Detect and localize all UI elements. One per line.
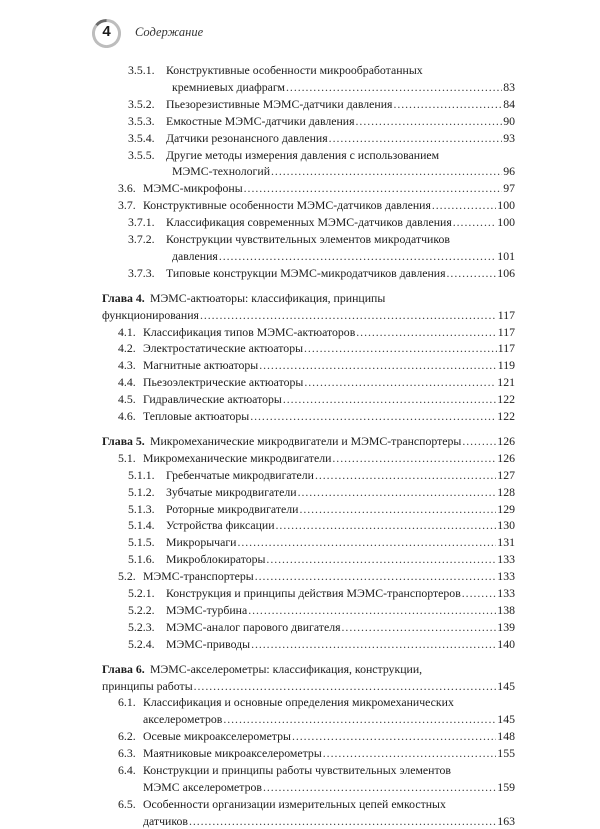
toc-entry-number: 6.2. <box>118 729 136 744</box>
toc-page-number: 155 <box>497 746 515 761</box>
toc-row[interactable] <box>0 796 600 812</box>
toc-entry-title: Особенности организации измерительных цепей емкостных <box>143 796 446 811</box>
dot-leader <box>263 779 496 795</box>
toc-entry-number: 5.1. <box>118 450 136 465</box>
toc-entry-number: 5.1.5. <box>128 535 155 550</box>
running-title: Содержание <box>135 25 204 39</box>
toc-entry-number: 3.5.5. <box>128 147 155 162</box>
toc-entry-number: 3.5.3. <box>128 113 155 128</box>
toc-row[interactable] <box>0 130 600 146</box>
dot-leader <box>315 467 496 483</box>
toc-page-number: 126 <box>497 450 515 465</box>
toc-row[interactable] <box>0 551 600 567</box>
toc-row[interactable] <box>0 813 600 829</box>
toc-page-number: 163 <box>497 813 515 828</box>
toc-entry-title: Классификация типов МЭМС-актюаторов <box>143 324 356 339</box>
toc-entry-number: 5.2.2. <box>128 602 155 617</box>
toc-row[interactable] <box>0 96 600 112</box>
toc-entry-number: 3.7. <box>118 198 136 213</box>
toc-page-number: 122 <box>497 392 515 407</box>
toc-page-number: 128 <box>497 484 515 499</box>
toc-entry-title: МЭМС-акселерометры: классификация, конструкции, <box>150 661 423 676</box>
toc-row[interactable] <box>0 147 600 163</box>
toc-page-number: 100 <box>497 215 515 230</box>
dot-leader <box>342 619 497 635</box>
page-header <box>92 16 552 56</box>
toc-entry-title: функционирования <box>102 307 199 322</box>
toc-entry-number: 3.5.4. <box>128 130 155 145</box>
toc-row[interactable] <box>0 197 600 213</box>
dot-leader <box>356 113 503 129</box>
toc-entry-number: 6.3. <box>118 746 136 761</box>
toc-page-number: 127 <box>497 467 515 482</box>
toc-entry-title: Микромеханические микродвигатели и МЭМС-транспортеры <box>150 433 462 448</box>
toc-entry-number: 6.4. <box>118 763 136 777</box>
toc-row[interactable] <box>0 357 600 373</box>
toc-page-number: 126 <box>497 433 515 448</box>
dot-leader <box>266 551 496 567</box>
toc-row[interactable] <box>0 779 600 795</box>
toc-page-number: 119 <box>497 358 515 373</box>
toc-entry-title: МЭМС-турбина <box>166 602 248 617</box>
toc-page-number: 96 <box>503 164 515 179</box>
toc-entry-number: 4.5. <box>118 392 136 407</box>
toc-entry-title: давления <box>172 248 218 263</box>
toc-entry-title: Датчики резонансного давления <box>166 130 328 145</box>
dot-leader <box>251 636 496 652</box>
dot-leader <box>298 484 497 500</box>
toc-entry-number: 5.1.1. <box>128 467 155 482</box>
toc-page-number: 148 <box>497 729 515 744</box>
toc-entry-number: 5.1.6. <box>128 552 155 567</box>
toc-entry-title: датчиков <box>143 813 188 828</box>
toc-entry-title: Осевые микроакселерометры <box>143 729 291 744</box>
dot-leader <box>194 678 497 694</box>
toc-page-number: 100 <box>497 198 515 213</box>
toc-page-number: 131 <box>497 535 515 550</box>
toc-entry-title: Другие методы измерения давления с использованием <box>166 147 440 162</box>
dot-leader <box>329 130 503 146</box>
toc-page-number: 145 <box>497 712 515 727</box>
toc-entry-title: Типовые конструкции МЭМС-микродатчиков давления <box>166 265 446 280</box>
toc-entry-number: 4.1. <box>118 324 136 339</box>
toc-entry-number: 3.7.3. <box>128 265 155 280</box>
toc-entry-title: принципы работы <box>102 678 193 693</box>
toc-entry-title: Классификация и основные определения микромеханических <box>143 695 454 710</box>
page-number-badge <box>92 19 121 48</box>
toc-page-number: 97 <box>503 181 515 196</box>
dot-leader <box>286 79 502 95</box>
dot-leader <box>276 517 497 533</box>
toc-row[interactable] <box>0 568 600 584</box>
dot-leader <box>462 585 497 601</box>
toc-row[interactable] <box>0 711 600 727</box>
toc-row[interactable] <box>0 534 600 550</box>
dot-leader <box>462 433 496 449</box>
toc-row[interactable] <box>0 214 600 230</box>
dot-leader <box>432 197 496 213</box>
toc-entry-title: МЭМС акселерометров <box>143 779 262 794</box>
toc-row[interactable] <box>0 113 600 129</box>
toc-entry-number: 3.7.2. <box>128 232 155 246</box>
toc-entry-title: Микроблокираторы <box>166 552 266 567</box>
toc-entry-title: Микрорычаги <box>166 535 237 550</box>
dot-leader <box>259 357 497 373</box>
toc-entry-number: 3.7.1. <box>128 215 155 230</box>
toc-entry-title: МЭМС-актюаторы: классификация, принципы <box>150 290 386 305</box>
toc-row[interactable] <box>0 433 600 449</box>
toc-row[interactable] <box>0 340 600 356</box>
toc-row[interactable] <box>0 602 600 618</box>
toc-entry-number: 5.2.3. <box>128 619 155 634</box>
toc-entry-title: Гидравлические актюаторы <box>143 392 282 407</box>
dot-leader <box>248 602 496 618</box>
toc-entry-title: Магнитные актюаторы <box>143 358 259 373</box>
toc-entry-title: Конструкция и принципы действия МЭМС-транспортеров <box>166 586 461 600</box>
toc-entry-number: 5.2.1. <box>128 586 155 600</box>
toc-entry-title: Пьезоэлектрические актюаторы <box>143 375 304 390</box>
toc-page-number: 90 <box>503 113 515 128</box>
toc-page-number: 130 <box>497 518 515 533</box>
toc-row[interactable] <box>0 678 600 694</box>
toc-entry-title: Конструктивные особенности микрообработанных <box>166 63 423 77</box>
dot-leader <box>255 568 497 584</box>
toc-entry-number: Глава 5. <box>102 433 145 448</box>
toc-page-number: 133 <box>497 586 515 600</box>
dot-leader <box>356 324 496 340</box>
toc-entry-number: 3.5.1. <box>128 63 155 77</box>
toc-entry-number: 5.1.3. <box>128 501 155 516</box>
toc-entry-title: МЭМС-транспортеры <box>143 569 254 584</box>
toc-row[interactable] <box>0 290 600 306</box>
toc-entry-number: 3.5.2. <box>128 96 155 111</box>
toc-entry-number: 4.4. <box>118 375 136 390</box>
toc-page-number: 140 <box>497 636 515 651</box>
toc-entry-title: Электростатические актюаторы <box>143 341 304 356</box>
toc-page-number: 117 <box>497 324 515 339</box>
toc-row[interactable] <box>0 467 600 483</box>
toc-row[interactable] <box>0 661 600 677</box>
toc-row[interactable] <box>0 694 600 710</box>
dot-leader <box>237 534 496 550</box>
toc-row[interactable] <box>0 636 600 652</box>
toc-entry-title: акселерометров <box>143 712 223 727</box>
toc-entry-title: Роторные микродвигатели <box>166 501 299 516</box>
toc-row[interactable] <box>0 163 600 179</box>
dot-leader <box>299 501 496 517</box>
toc-row[interactable] <box>0 484 600 500</box>
toc-page-number: 106 <box>497 265 515 280</box>
toc-row[interactable] <box>0 265 600 281</box>
toc-page-number: 122 <box>497 409 515 423</box>
toc-row[interactable] <box>0 62 600 78</box>
toc-entry-number: 4.3. <box>118 358 136 373</box>
toc-row[interactable] <box>0 79 600 95</box>
toc-entry-title: Микромеханические микродвигатели <box>143 450 332 465</box>
toc-entry-title: Устройства фиксации <box>166 518 275 533</box>
toc-row[interactable] <box>0 307 600 323</box>
toc-entry-title: Маятниковые микроакселерометры <box>143 746 322 761</box>
toc-entry-title: Зубчатые микродвигатели <box>166 484 297 499</box>
toc-entry-number: 5.2. <box>118 569 136 584</box>
dot-leader <box>219 248 496 264</box>
toc-page-number: 83 <box>503 79 515 94</box>
toc-page-number: 84 <box>503 96 515 111</box>
dot-leader <box>323 745 497 761</box>
toc-row[interactable] <box>0 408 600 424</box>
toc-entry-title: МЭМС-приводы <box>166 636 251 651</box>
toc-entry-title: Конструкции и принципы работы чувствительных элементов <box>143 763 451 777</box>
toc-row[interactable] <box>0 745 600 761</box>
toc-row[interactable] <box>0 728 600 744</box>
dot-leader <box>200 307 497 323</box>
toc-entry-title: Классификация современных МЭМС-датчиков давления <box>166 215 452 230</box>
toc-row[interactable] <box>0 501 600 517</box>
toc-entry-number: Глава 4. <box>102 290 145 305</box>
toc-entry-number: Глава 6. <box>102 661 145 676</box>
dot-leader <box>453 214 497 230</box>
toc-row[interactable] <box>0 180 600 196</box>
toc-page-number: 129 <box>497 501 515 516</box>
toc-page-number: 93 <box>503 130 515 145</box>
dot-leader <box>332 450 496 466</box>
dot-leader <box>447 265 497 281</box>
toc-row[interactable] <box>0 762 600 778</box>
toc-entry-number: 4.2. <box>118 341 136 356</box>
dot-leader <box>271 163 502 179</box>
dot-leader <box>292 728 496 744</box>
toc-row[interactable] <box>0 248 600 264</box>
dot-leader <box>189 813 496 829</box>
toc-row[interactable] <box>0 450 600 466</box>
toc-page-number: 138 <box>497 602 515 617</box>
dot-leader <box>393 96 502 112</box>
toc-row[interactable] <box>0 391 600 407</box>
toc-page-number: 145 <box>497 678 515 693</box>
toc-entry-number: 6.5. <box>118 796 136 811</box>
toc-entry-title: МЭМС-технологий <box>172 164 271 179</box>
dot-leader <box>304 340 497 356</box>
toc-entry-title: Емкостные МЭМС-датчики давления <box>166 113 355 128</box>
toc-row[interactable] <box>0 324 600 340</box>
dot-leader <box>250 408 496 424</box>
toc-page-number: 121 <box>497 375 515 390</box>
toc-entry-title: Гребенчатые микродвигатели <box>166 467 314 482</box>
dot-leader <box>223 711 496 727</box>
page-number: 4 <box>102 23 111 40</box>
dot-leader <box>283 391 496 407</box>
toc-row[interactable] <box>0 374 600 390</box>
toc-entry-title: МЭМС-микрофоны <box>143 181 243 196</box>
toc-row[interactable] <box>0 517 600 533</box>
toc-entry-title: Конструкции чувствительных элементов микродатчиков <box>166 232 450 246</box>
toc-entry-title: Пьезорезистивные МЭМС-датчики давления <box>166 96 393 111</box>
toc-row[interactable] <box>0 585 600 601</box>
toc-entry-number: 5.2.4. <box>128 636 155 651</box>
toc-entry-number: 4.6. <box>118 409 136 423</box>
toc-page-number: 117 <box>497 341 515 356</box>
toc-row[interactable] <box>0 619 600 635</box>
toc-page-number: 133 <box>497 552 515 567</box>
toc-entry-number: 6.1. <box>118 695 136 710</box>
toc-entry-title: Конструктивные особенности МЭМС-датчиков давления <box>143 198 431 213</box>
toc-entry-number: 5.1.2. <box>128 484 155 499</box>
toc-page-number: 139 <box>497 619 515 634</box>
toc-page-number: 117 <box>497 307 515 322</box>
toc-entry-title: МЭМС-аналог парового двигателя <box>166 619 341 634</box>
toc-row[interactable] <box>0 231 600 247</box>
toc-page-number: 133 <box>497 569 515 584</box>
toc-page-number: 101 <box>497 248 515 263</box>
toc-entry-title: Тепловые актюаторы <box>143 409 250 423</box>
toc-page-number: 159 <box>497 779 515 794</box>
dot-leader <box>304 374 496 390</box>
toc-entry-title: кремниевых диафрагм <box>172 79 286 94</box>
toc-entry-number: 5.1.4. <box>128 518 155 533</box>
toc-entry-number: 3.6. <box>118 181 136 196</box>
dot-leader <box>244 180 503 196</box>
